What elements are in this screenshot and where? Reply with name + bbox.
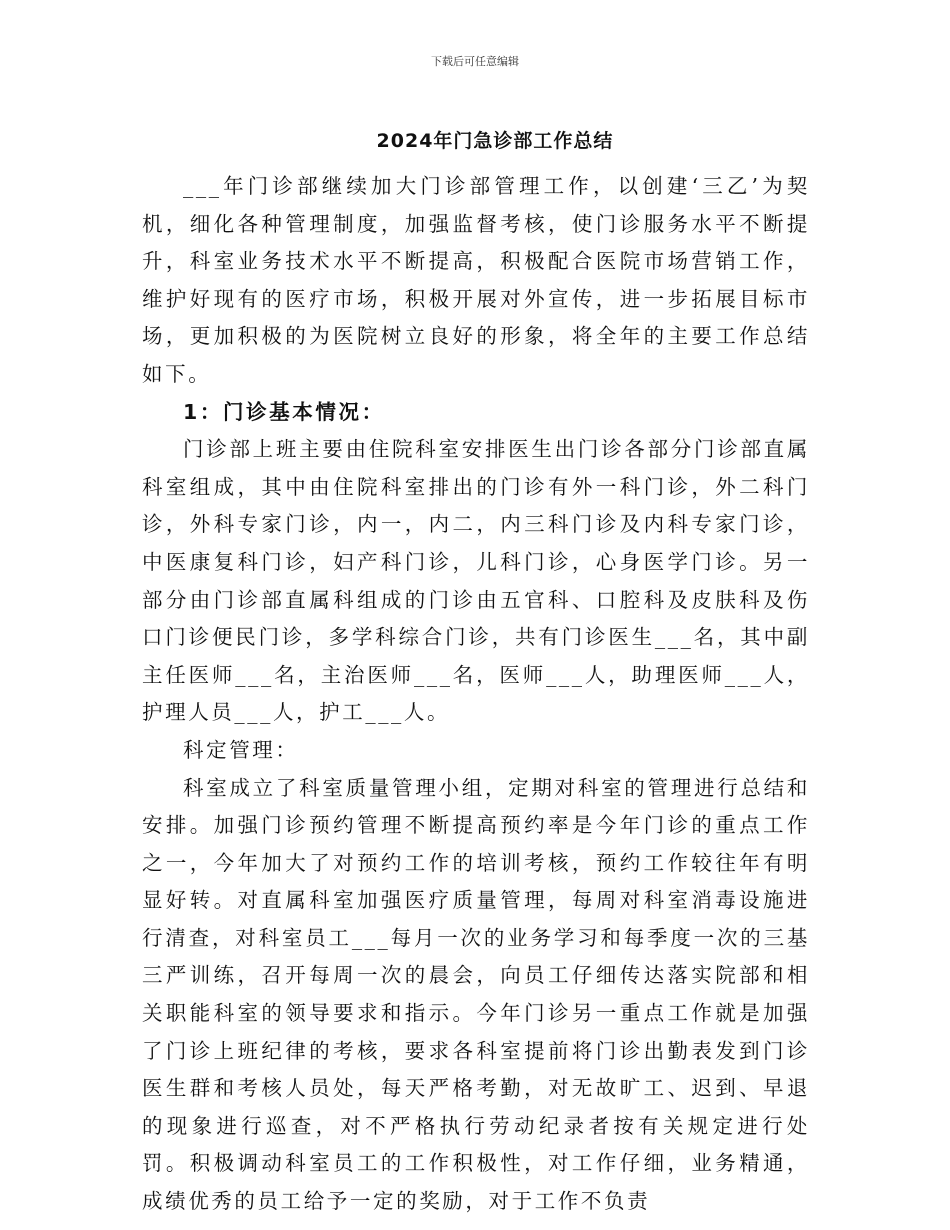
basic-info-paragraph: 门诊部上班主要由住院科室安排医生出门诊各部分门诊部直属科室组成，其中由住院科室排出的门诊有外一科门诊，外二科门诊，外科专家门诊，内一，内二，内三科门诊及内科专家门诊，中医康复科门诊，妇产科门诊，儿科门诊，心身医学门诊。另一部分由门诊部直属科组成的门诊由五官科、口腔科及皮肤科及伤口门诊便民门诊，多学科综合门诊，共有门诊医生___名，其中副主任医师___名，主治医师___名，医师___人，助理医师___人，护理人员___人，护工___人。 [142,437,810,725]
document-title: 2024年门急诊部工作总结 [376,130,614,152]
management-paragraph: 科室成立了科室质量管理小组，定期对科室的管理进行总结和安排。加强门诊预约管理不断提高预约率是今年门诊的重点工作之一，今年加大了对预约工作的培训考核，预约工作较往年有明显好转。对直属科室加强医疗质量管理，每周对科室消毒设施进行清查，对科室员工___每月一次的业务学习和每季度一次的三基三严训练，召开每周一次的晨会，向员工仔细传达落实院部和相关职能科室的领导要求和指示。今年门诊另一重点工作就是加强了门诊上班纪律的考核，要求各科室提前将门诊出勤表发到门诊医生群和考核人员处，每天严格考勤，对无故旷工、迟到、早退的现象进行巡查，对不严格执行劳动纪录者按有关规定进行处罚。积极调动科室员工的工作积极性，对工作仔细，业务精通，成绩优秀的员工给予一定的奖励，对于工作不负责 [142,775,810,1214]
section-heading-basic-info: 1：门诊基本情况： [183,399,385,424]
intro-paragraph: ___年门诊部继续加大门诊部管理工作，以创建‘三乙’为契机，细化各种管理制度，加强监督考核，使门诊服务水平不断提升，科室业务技术水平不断提高，积极配合医院市场营销工作，维护好现有的医疗市场，积极开展对外宣传，进一步拓展目标市场，更加积极的为医院树立良好的形象，将全年的主要工作总结如下。 [142,174,810,386]
document-body [142,168,810,1221]
section-heading-management: 科定管理： [183,737,299,762]
header-note: 下载后可任意编辑 [431,55,519,68]
